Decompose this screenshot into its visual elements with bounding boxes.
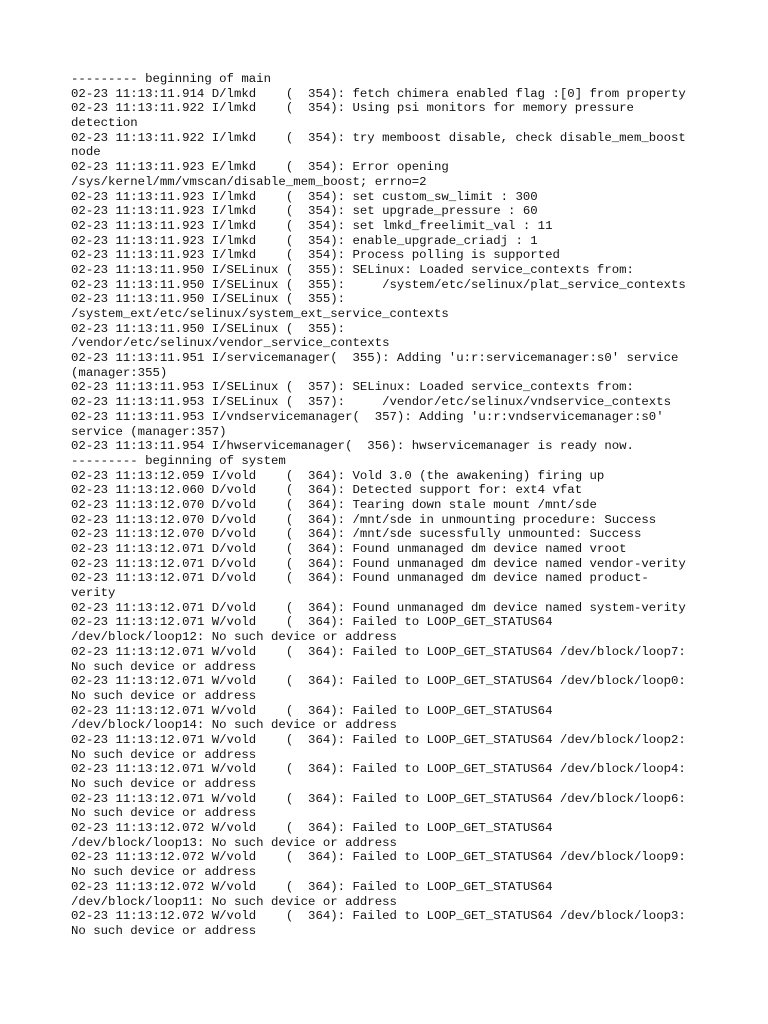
log-line: 02-23 11:13:11.922 I/lmkd ( 354): try memboost disable, check disable_mem_boost [71, 130, 686, 145]
log-line: 02-23 11:13:12.070 D/vold ( 364): Tearing down stale mount /mnt/sde [71, 497, 597, 512]
log-line: /system_ext/etc/selinux/system_ext_service_contexts [71, 307, 449, 321]
log-line: 02-23 11:13:12.072 W/vold ( 364): Failed to LOOP_GET_STATUS64 /dev/block/loop9: [71, 850, 686, 865]
log-line: 02-23 11:13:12.070 D/vold ( 364): /mnt/sde in unmounting procedure: Success [71, 512, 657, 527]
log-line: /dev/block/loop13: No such device or address [71, 835, 397, 850]
log-line: 02-23 11:13:12.071 D/vold ( 364): Found unmanaged dm device named vroot [71, 542, 627, 556]
log-line: 02-23 11:13:11.953 I/SELinux ( 357): SELinux: Loaded service_contexts from: [71, 380, 634, 395]
log-line: node [71, 145, 101, 160]
log-line: 02-23 11:13:12.071 W/vold ( 364): Failed to LOOP_GET_STATUS64 /dev/block/loop6: [71, 791, 686, 806]
log-line: 02-23 11:13:11.951 I/servicemanager( 355): Adding 'u:r:servicemanager:s0' service [71, 351, 679, 366]
log-line: 02-23 11:13:12.059 I/vold ( 364): Vold 3.0 (the awakening) firing up [71, 468, 605, 483]
log-line: 02-23 11:13:11.923 I/lmkd ( 354): set upgrade_pressure : 60 [71, 204, 538, 219]
log-line: 02-23 11:13:11.950 I/SELinux ( 355): [71, 292, 346, 307]
log-line: 02-23 11:13:12.071 W/vold ( 364): Failed to LOOP_GET_STATUS64 [71, 703, 553, 718]
log-line: --------- beginning of main [71, 72, 272, 86]
log-line: verity [71, 586, 116, 601]
log-line: (manager:355) [71, 365, 168, 380]
log-line: 02-23 11:13:12.060 D/vold ( 364): Detected support for: ext4 vfat [71, 483, 583, 498]
log-line: No such device or address [71, 688, 257, 703]
log-line: /dev/block/loop11: No such device or address [71, 894, 397, 909]
log-line: 02-23 11:13:11.953 I/vndservicemanager( 357): Adding 'u:r:vndservicemanager:s0' [71, 409, 664, 424]
log-line: 02-23 11:13:12.071 D/vold ( 364): Found unmanaged dm device named vendor-verity [71, 556, 686, 571]
log-line: 02-23 11:13:11.950 I/SELinux ( 355): /system/etc/selinux/plat_service_contexts [71, 277, 686, 292]
log-line: No such device or address [71, 806, 257, 821]
log-line: No such device or address [71, 923, 257, 938]
log-line: 02-23 11:13:12.071 D/vold ( 364): Found unmanaged dm device named product- [71, 571, 649, 586]
log-line: No such device or address [71, 865, 257, 880]
log-line: --------- beginning of system [71, 453, 286, 468]
log-line: No such device or address [71, 659, 257, 674]
log-line: 02-23 11:13:12.071 W/vold ( 364): Failed to LOOP_GET_STATUS64 [71, 615, 553, 630]
log-line: 02-23 11:13:11.950 I/SELinux ( 355): SELinux: Loaded service_contexts from: [71, 262, 634, 277]
log-line: /vendor/etc/selinux/vendor_service_contexts [71, 336, 390, 351]
log-line: 02-23 11:13:12.071 W/vold ( 364): Failed to LOOP_GET_STATUS64 /dev/block/loop2: [71, 732, 686, 747]
log-line: No such device or address [71, 747, 257, 762]
log-line: 02-23 11:13:11.923 I/lmkd ( 354): enable_upgrade_criadj : 1 [71, 233, 538, 248]
log-line: /dev/block/loop14: No such device or address [71, 718, 397, 733]
log-line: 02-23 11:13:11.954 I/hwservicemanager( 356): hwservicemanager is ready now. [71, 439, 634, 454]
log-line: 02-23 11:13:12.071 D/vold ( 364): Found unmanaged dm device named system-verity [71, 600, 686, 615]
log-line: detection [71, 116, 138, 131]
log-line: 02-23 11:13:11.953 I/SELinux ( 357): /vendor/etc/selinux/vndservice_contexts [71, 395, 672, 410]
log-line: 02-23 11:13:11.922 I/lmkd ( 354): Using psi monitors for memory pressure [71, 101, 634, 116]
log-line: 02-23 11:13:12.072 W/vold ( 364): Failed to LOOP_GET_STATUS64 /dev/block/loop3: [71, 909, 686, 924]
log-line: 02-23 11:13:12.071 W/vold ( 364): Failed to LOOP_GET_STATUS64 /dev/block/loop4: [71, 762, 686, 777]
log-line: /dev/block/loop12: No such device or address [71, 630, 397, 645]
log-line: 02-23 11:13:12.072 W/vold ( 364): Failed to LOOP_GET_STATUS64 [71, 879, 553, 894]
log-line: 02-23 11:13:12.071 W/vold ( 364): Failed to LOOP_GET_STATUS64 /dev/block/loop7: [71, 644, 686, 659]
log-line: 02-23 11:13:12.072 W/vold ( 364): Failed to LOOP_GET_STATUS64 [71, 821, 553, 836]
log-line: No such device or address [71, 777, 257, 791]
log-output [71, 72, 731, 939]
log-line: 02-23 11:13:11.923 I/lmkd ( 354): set lmkd_freelimit_val : 11 [71, 218, 553, 233]
log-line: 02-23 11:13:11.923 E/lmkd ( 354): Error opening [71, 160, 449, 175]
log-line: 02-23 11:13:12.070 D/vold ( 364): /mnt/sde sucessfully unmounted: Success [71, 527, 642, 542]
log-line: 02-23 11:13:11.950 I/SELinux ( 355): [71, 321, 346, 336]
log-line: /sys/kernel/mm/vmscan/disable_mem_boost; errno=2 [71, 174, 427, 189]
log-line: 02-23 11:13:11.914 D/lmkd ( 354): fetch chimera enabled flag :[0] from property [71, 86, 686, 101]
log-line: 02-23 11:13:12.071 W/vold ( 364): Failed to LOOP_GET_STATUS64 /dev/block/loop0: [71, 674, 686, 689]
log-line: service (manager:357) [71, 424, 227, 439]
log-line: 02-23 11:13:11.923 I/lmkd ( 354): Process polling is supported [71, 248, 560, 263]
log-line: 02-23 11:13:11.923 I/lmkd ( 354): set custom_sw_limit : 300 [71, 189, 538, 204]
